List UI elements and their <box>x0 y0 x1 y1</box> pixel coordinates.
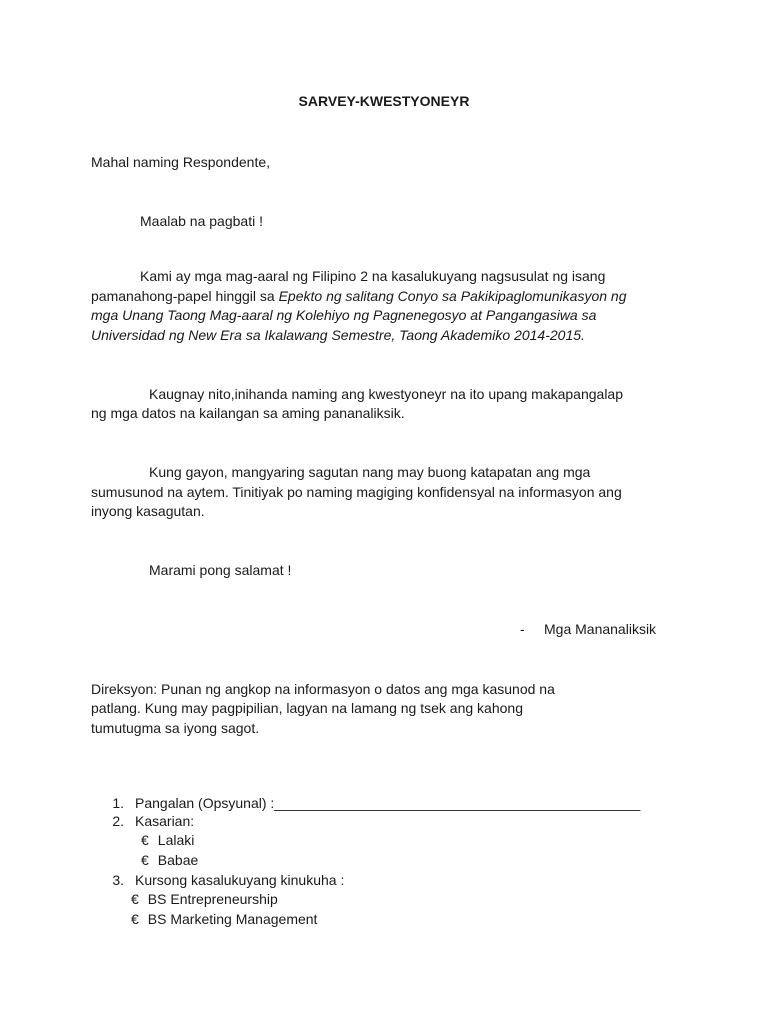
item-number: 3. <box>112 872 124 888</box>
signature-dash: - <box>520 621 525 637</box>
intro-line: Kami ay mga mag-aaral ng Filipino 2 na kasalukuyang nagsusulat ng isang <box>140 268 606 284</box>
purpose-line: ng mga datos na kailangan sa aming pananaliksik. <box>91 405 405 421</box>
option-label: BS Marketing Management <box>147 911 318 927</box>
checkbox-icon[interactable]: € <box>141 852 149 868</box>
checkbox-option-entrepreneurship[interactable] <box>131 891 278 907</box>
study-title-line <box>91 327 585 343</box>
name-field-label[interactable]: Pangalan (Opsyunal) :_______________________________________________ <box>135 795 641 811</box>
salutation: Mahal naming Respondente, <box>91 154 271 170</box>
course-question: Kursong kasalukuyang kinukuha : <box>135 872 345 888</box>
study-title: mga Unang Taong Mag-aaral ng Kolehiyo ng Pagnenegosyo at Pangangasiwa sa <box>91 307 597 323</box>
greeting: Maalab na pagbati ! <box>140 213 263 229</box>
direction-line: Direksyon: Punan ng angkop na informasyon o datos ang mga kasunod na <box>91 681 555 697</box>
option-label: BS Entrepreneurship <box>147 891 278 907</box>
checkbox-option-male[interactable] <box>141 832 194 848</box>
option-label: Lalaki <box>157 832 195 848</box>
thanks-line: Marami pong salamat ! <box>149 562 292 578</box>
checkbox-icon[interactable]: € <box>131 891 139 907</box>
option-label: Babae <box>157 852 199 868</box>
request-line: Kung gayon, mangyaring sagutan nang may buong katapatan ang mga <box>149 464 591 480</box>
item-number: 2. <box>112 813 124 829</box>
intro-text: pamanahong-papel hinggil sa <box>91 288 279 304</box>
item-number: 1. <box>112 795 124 811</box>
direction-line: tumutugma sa iyong sagot. <box>91 720 260 736</box>
page-title: SARVEY-KWESTYONEYR <box>298 93 470 109</box>
request-line: sumusunod na aytem. Tinitiyak po naming magiging konfidensyal na informasyon ang <box>91 484 622 500</box>
study-title: Universidad ng New Era sa Ikalawang Semestre, Taong Akademiko 2014-2015. <box>91 327 585 343</box>
gender-question: Kasarian: <box>135 813 195 829</box>
study-title: Epekto ng salitang Conyo sa Pakikipaglomunikasyon ng <box>278 288 627 304</box>
checkbox-icon[interactable]: € <box>131 911 139 927</box>
study-title-line <box>91 307 596 323</box>
checkbox-option-female[interactable] <box>141 852 198 868</box>
checkbox-icon[interactable]: € <box>141 832 149 848</box>
signature: Mga Mananaliksik <box>544 621 657 637</box>
direction-line: patlang. Kung may pagpipilian, lagyan na lamang ng tsek ang kahong <box>91 700 523 716</box>
purpose-line: Kaugnay nito,inihanda naming ang kwestyoneyr na ito upang makapangalap <box>149 386 624 402</box>
intro-line <box>91 288 626 304</box>
checkbox-option-marketing[interactable] <box>131 911 317 927</box>
request-line: inyong kasagutan. <box>91 503 205 519</box>
